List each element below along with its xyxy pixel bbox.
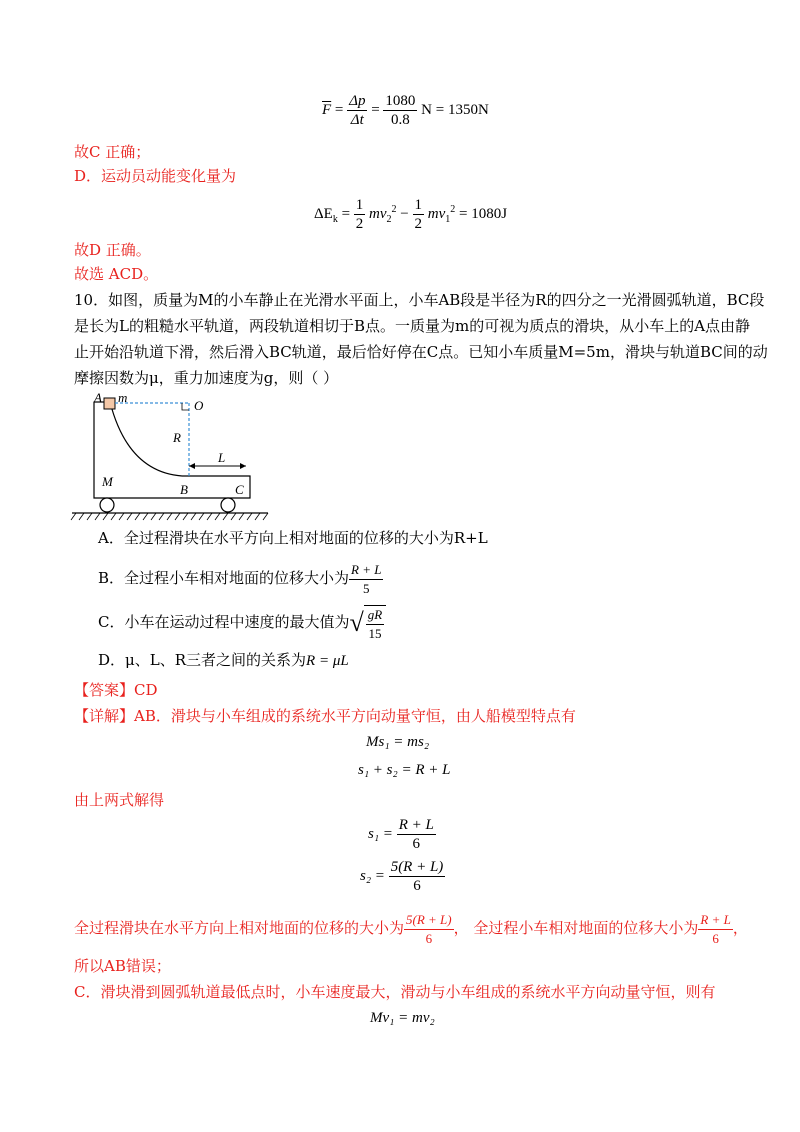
- choose-line: 故选 ACD。: [74, 265, 159, 283]
- d-option-line: D．运动员动能变化量为: [74, 167, 237, 185]
- d-correct-line: 故D 正确。: [74, 241, 151, 259]
- option-d: D．μ、L、R三者之间的关系为R = μL: [98, 651, 349, 669]
- answer-line: 【答案】CD: [74, 681, 158, 699]
- detail-line: 【详解】AB．滑块与小车组成的系统水平方向动量守恒，由人船模型特点有: [74, 707, 576, 725]
- energy-equation: $\Delta E_k$ = $\frac{1}{2}$ $mv_2^2$ − $\frac{1}{2}$ $mv_1^2 = 1080J$: [314, 197, 508, 232]
- equation-s1: s₁ = $\frac{R + L}{6}$: [368, 817, 434, 852]
- question-10-line-4: 摩擦因数为μ，重力加速度为g，则（ ）: [74, 369, 339, 387]
- ab-wrong-line: 所以AB错误；: [74, 957, 171, 975]
- equation-velocity: Mv₁ = mv₂: [370, 1010, 435, 1026]
- solve-line: 由上两式解得: [74, 791, 165, 809]
- label-a: A: [94, 390, 102, 405]
- conclusion-line: 全过程滑块在水平方向上相对地面的位移的大小为 $\frac{5(R + L)}{6}$ ， 全过程小车相对地面的位移大小为 $\frac{R + L}{6}$ ，: [74, 911, 748, 946]
- c-explanation-line: C．滑块滑到圆弧轨道最低点时，小车速度最大，滑动与小车组成的系统水平方向动量守恒，则有: [74, 983, 716, 1001]
- equation-momentum: Ms₁ = ms₂: [366, 734, 430, 750]
- question-10-line-1: 10．如图，质量为M的小车静止在光滑水平面上，小车AB段是半径为R的四分之一光滑圆弧轨道，BC段: [74, 291, 765, 309]
- question-10-line-3: 止开始沿轨道下滑，然后滑入BC轨道，最后恰好停在C点。已知小车质量M=5m，滑块与轨道BC间的动: [74, 343, 768, 361]
- option-a: A．全过程滑块在水平方向上相对地面的位移的大小为R+L: [98, 529, 488, 547]
- label-m: m: [118, 390, 128, 405]
- equation-s2: s₂ = $\frac{5(R + L)}{6}$: [360, 859, 444, 894]
- label-c: C: [235, 482, 244, 497]
- label-big-m: M: [102, 474, 113, 489]
- label-r: R: [173, 430, 181, 445]
- label-l: L: [218, 450, 226, 465]
- cart-diagram: [70, 390, 270, 522]
- c-correct-line: 故C 正确；: [74, 143, 151, 161]
- label-o: O: [194, 398, 204, 413]
- label-b: B: [180, 482, 188, 497]
- option-b: B．全过程小车相对地面的位移大小为 $\frac{R + L}{5}$: [98, 561, 382, 596]
- force-equation: $\overline{F}$ = $\frac{\Delta p}{\Delta t}$ = $\frac{1080}{0.8}$ N = 1350N: [322, 93, 489, 128]
- equation-sum: s₁ + s₂ = R + L: [358, 762, 451, 778]
- question-10-line-2: 是长为L的粗糙水平轨道，两段轨道相切于B点。一质量为m的可视为质点的滑块，从小车上的A点由静: [74, 317, 751, 335]
- option-c: C．小车在运动过程中速度的最大值为√ $\frac{gR}{15}$: [98, 602, 386, 644]
